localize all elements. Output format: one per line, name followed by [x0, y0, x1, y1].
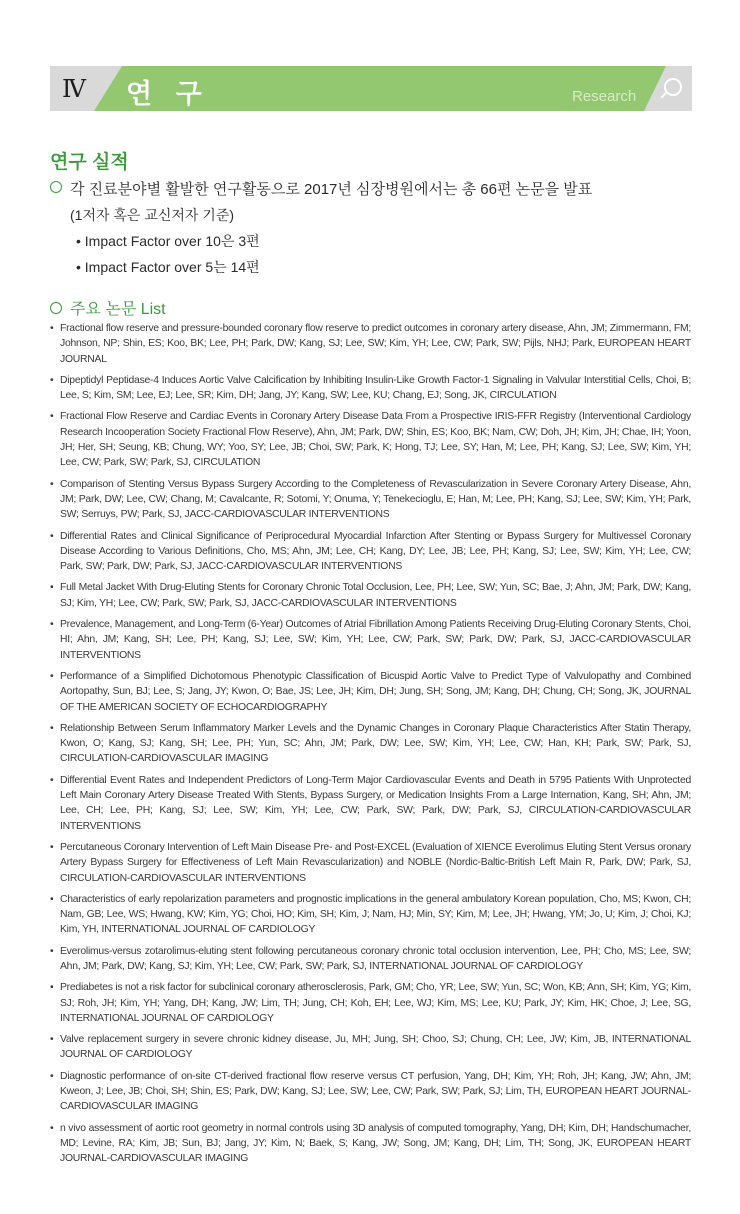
paper-item: • Relationship Between Serum Inflammatory Marker Levels and the Dynamic Changes in Coronary Plaque Characteristics After Statin Therapy, Kwon, O; Kang, SJ; Kang, SH; Lee, PH; Yun, SC; Ahn, JM; Park, DW; Lee, SW; Kim, YH; Lee, CW; Han, KH; Park, SW; Park, SJ, CIRCULATION-CARDIOVASCULAR IMAGING: [50, 721, 691, 767]
chapter-header: [50, 66, 692, 111]
paper-item: • Characteristics of early repolarization parameters and prognostic implications in the general ambulatory Korean population, Cho, MS; Kwon, CH; Nam, GB; Lee, WS; Hwang, KW; Kim, YG; Choi, HO; Kim, SH; Kim, J; Nam, HJ; Min, SY; Kim, M; Lee, JH; Hwang, YM; Jo, U; Kim, J; Choi, KJ; Kim, YH, INTERNATIONAL JOURNAL OF CARDIOLOGY: [50, 892, 691, 938]
summary-note: (1저자 혹은 교신저자 기준): [70, 207, 235, 223]
summary-bullet: • Impact Factor over 10은 3편: [76, 233, 260, 249]
paper-item: • Fractional Flow Reserve and Cardiac Events in Coronary Artery Disease Data From a Prospective IRIS-FFR Registry (Interventional Cardiology Research Incooperation Society Fractional Flow Reserve), Ahn, JM; Park, DW; Shin, ES; Koo, BK; Nam, CW; Doh, JH; Kim, JH; Chae, IH; Yoon, JH; Her, SH; Seung, KB; Chung, WY; Yoo, SY; Lee, JB; Choi, SW; Park, K; Hong, TJ; Lee, SY; Han, M; Lee, PH; Kang, SJ; Lee, SW; Kim, YH; Lee, CW; Park, SW; Park, SJ, CIRCULATION: [50, 409, 691, 470]
summary-lead: [50, 178, 700, 199]
paper-item: • Comparison of Stenting Versus Bypass Surgery According to the Completeness of Revascularization in Severe Coronary Artery Disease, Ahn, JM; Park, DW; Lee, CW; Chang, M; Cavalcante, R; Sotomi, Y; Onuma, Y; Tenekecioglu, E; Han, M; Lee, PH; Kang, SJ; Lee, SW; Kim, YH; Park, SW; Serruys, PW; Park, SJ, JACC-CARDIOVASCULAR INTERVENTIONS: [50, 477, 691, 523]
chapter-subtitle: Research: [572, 88, 637, 105]
paper-list-title-text: 주요 논문 List: [70, 301, 166, 318]
paper-item: • Prevalence, Management, and Long-Term (6-Year) Outcomes of Atrial Fibrillation Among Patients Receiving Drug-Eluting Coronary Stents, Choi, HI; Ahn, JM; Kang, SH; Lee, PH; Kang, SJ; Lee, SW; Kim, YH; Lee, CW; Park, SW; Park, DW; Park, SJ, JACC-CARDIOVASCULAR INTERVENTIONS: [50, 617, 691, 663]
paper-item: • Percutaneous Coronary Intervention of Left Main Disease Pre- and Post-EXCEL (Evaluation of XIENCE Everolimus Eluting Stent Versus oronary Artery Bypass Surgery for Effectiveness of Left Main Revascularization) and NOBLE (Nordic-Baltic-British Left Main R, Park, DW; Park, SJ, CIRCULATION-CARDIOVASCULAR INTERVENTIONS: [50, 840, 691, 886]
paper-item: • Valve replacement surgery in severe chronic kidney disease, Ju, MH; Jung, SH; Choo, SJ; Chung, CH; Lee, JW; Kim, JB, INTERNATIONAL JOURNAL OF CARDIOLOGY: [50, 1032, 691, 1063]
paper-item: • Diagnostic performance of on-site CT-derived fractional flow reserve versus CT perfusion, Yang, DH; Kim, YH; Roh, JH; Kang, JW; Ahn, JM; Kweon, J; Lee, JB; Choi, SH; Shin, ES; Park, DW; Kang, SJ; Lee, SW; Lee, CW; Park, SW; Park, SJ; Lim, TH, EUROPEAN HEART JOURNAL-CARDIOVASCULAR IMAGING: [50, 1069, 691, 1115]
search-icon[interactable]: [664, 78, 682, 96]
paper-list-title: [50, 296, 166, 319]
summary-bullet: • Impact Factor over 5는 14편: [76, 259, 260, 275]
summary-lead-text: 각 진료분야별 활발한 연구활동으로 2017년 심장병원에서는 총 66편 논문을 발표: [70, 181, 593, 198]
paper-item: • Prediabetes is not a risk factor for subclinical coronary atherosclerosis, Park, GM; Cho, YR; Lee, SW; Yun, SC; Won, KB; Ann, SH; Kim, YG; Kim, SJ; Roh, JH; Kim, YH; Yang, DH; Kang, JW; Lim, TH; Jung, CH; Koh, EH; Lee, WJ; Kim, MS; Lee, KU; Park, JY; Kim, HK; Choe, J; Lee, SG, INTERNATIONAL JOURNAL OF CARDIOLOGY: [50, 980, 691, 1026]
paper-item: • Full Metal Jacket With Drug-Eluting Stents for Coronary Chronic Total Occlusion, Lee, PH; Lee, SW; Yun, SC; Bae, J; Ahn, JM; Park, DW; Kang, SJ; Kim, YH; Lee, CW; Park, SW; Park, SJ, JACC-CARDIOVASCULAR INTERVENTIONS: [50, 580, 691, 611]
paper-list: [50, 321, 691, 1173]
circle-bullet-icon: [50, 181, 62, 193]
chapter-number: Ⅳ: [62, 77, 85, 103]
paper-item: • Fractional flow reserve and pressure-bounded coronary flow reserve to predict outcomes in coronary artery disease, Ahn, JM; Zimmermann, FM; Johnson, NP; Shin, ES; Koo, BK; Lee, PH; Park, DW; Kang, SJ; Lee, SW; Kim, YH; Lee, CW; Park, SW; Pijls, NHJ; Park, EUROPEAN HEART JOURNAL: [50, 321, 691, 367]
paper-item: • Performance of a Simplified Dichotomous Phenotypic Classification of Bicuspid Aortic Valve to Predict Type of Valvulopathy and Combined Aortopathy, Sun, BJ; Lee, S; Jang, JY; Kwon, O; Bae, JS; Lee, JH; Kim, DH; Jung, SH; Song, JM; Kang, DH; Chung, CH; Song, JK, JOURNAL OF THE AMERICAN SOCIETY OF ECHOCARDIOGRAPHY: [50, 669, 691, 715]
section-title: 연구 실적: [50, 152, 129, 173]
paper-item: • n vivo assessment of aortic root geometry in normal controls using 3D analysis of computed tomography, Yang, DH; Kim, DH; Handschumacher, MD; Levine, RA; Kim, JB; Sun, BJ; Jang, JY; Kim, N; Baek, S; Kang, JW; Song, JM; Kang, DH; Lim, TH; Song, JK, EUROPEAN HEART JOURNAL-CARDIOVASCULAR IMAGING: [50, 1121, 691, 1167]
circle-bullet-icon: [50, 302, 62, 314]
paper-item: • Differential Rates and Clinical Significance of Periprocedural Myocardial Infarction After Stenting or Bypass Surgery for Multivessel Coronary Disease According to Various Definitions, Cho, MS; Ahn, JM; Lee, CH; Kang, DY; Lee, JB; Lee, PH; Kang, SJ; Lee, SW; Kim, YH; Lee, CW; Park, SW; Park, DW; Park, SJ, JACC-CARDIOVASCULAR INTERVENTIONS: [50, 529, 691, 575]
paper-item: • Everolimus-versus zotarolimus-eluting stent following percutaneous coronary chronic total occlusion intervention, Lee, PH; Cho, MS; Lee, SW; Ahn, JM; Park, DW; Kang, SJ; Kim, YH; Lee, CW; Park, SW; Park, SJ, INTERNATIONAL JOURNAL OF CARDIOLOGY: [50, 944, 691, 975]
paper-item: • Dipeptidyl Peptidase-4 Induces Aortic Valve Calcification by Inhibiting Insulin-Like Growth Factor-1 Signaling in Valvular Interstitial Cells, Choi, B; Lee, S; Kim, SM; Lee, EJ; Lee, SR; Kim, DH; Jang, JY; Kang, SW; Lee, KU; Chang, EJ; Song, JK, CIRCULATION: [50, 373, 691, 404]
research-summary: [50, 178, 700, 283]
paper-item: • Differential Event Rates and Independent Predictors of Long-Term Major Cardiovascular Events and Death in 5795 Patients With Unprotected Left Main Coronary Artery Disease Treated With Stents, Bypass Surgery, or Medication Insights From a Large Internation, Kang, SH; Ahn, JM; Lee, CH; Lee, PH; Kang, SJ; Lee, SW; Kim, YH; Lee, CW; Park, SW; Park, DW; Park, SJ, CIRCULATION-CARDIOVASCULAR INTERVENTIONS: [50, 773, 691, 834]
chapter-title: 연 구: [126, 79, 210, 109]
